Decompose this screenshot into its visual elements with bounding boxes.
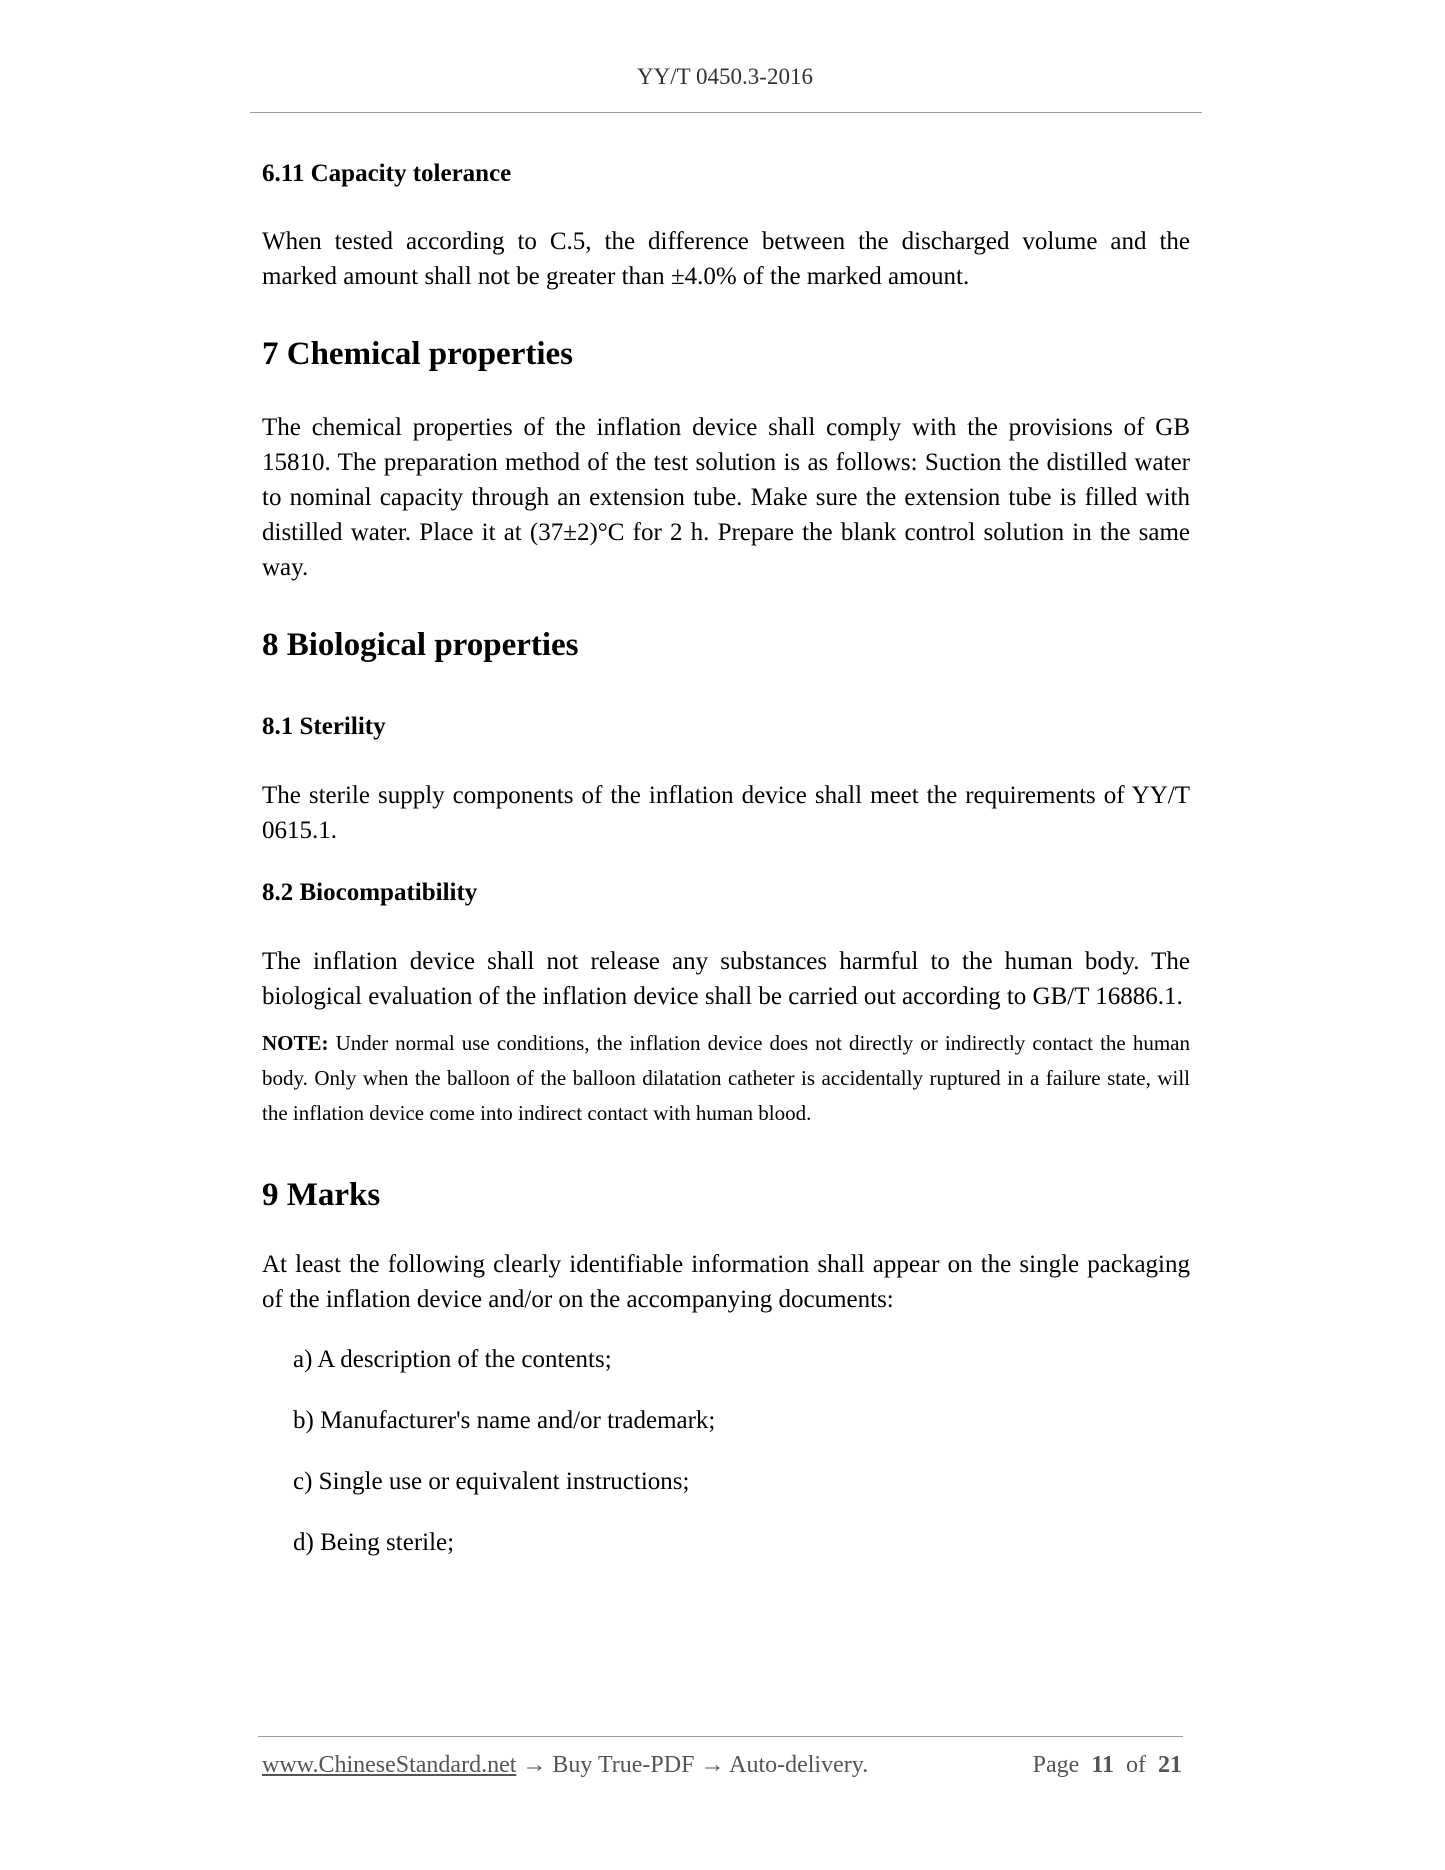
heading-8-1: 8.1 Sterility <box>262 713 386 740</box>
promo-text: → Buy True-PDF → Auto-delivery. <box>516 1752 869 1778</box>
header-divider <box>250 112 1202 113</box>
footer-promo <box>262 1752 868 1779</box>
heading-8-2: 8.2 Biocompatibility <box>262 879 478 906</box>
footer-divider <box>258 1736 1183 1737</box>
list-item: c) Single use or equivalent instructions; <box>293 1468 690 1495</box>
heading-9: 9 Marks <box>262 1177 381 1213</box>
current-page: 11 <box>1091 1752 1114 1778</box>
note-8-2 <box>262 1026 1190 1131</box>
paragraph-7: The chemical properties of the inflation device shall comply with the provisions of GB 15810. The preparation method of the test solution is as follows: Suction the distilled water to nominal capacity through an extension tube. Make sure the extension tube is filled with distilled water. Place it at (37±2)°C for 2 h. Prepare the blank control solution in the same way. <box>262 414 1190 581</box>
paragraph-8-1: The sterile supply components of the inflation device shall meet the requirements of YY/T 0615.1. <box>262 782 1190 844</box>
list-item: d) Being sterile; <box>293 1529 455 1556</box>
list-item: a) A description of the contents; <box>293 1346 612 1373</box>
page-label: Page <box>1032 1752 1080 1778</box>
of-label: of <box>1126 1752 1146 1778</box>
paragraph-6-11: When tested according to C.5, the difference between the discharged volume and the marked amount shall not be greater than ±4.0% of the marked amount. <box>262 228 1190 290</box>
note-label: NOTE: <box>262 1031 329 1055</box>
paragraph-8-2: The inflation device shall not release any substances harmful to the human body. The biological evaluation of the inflation device shall be carried out according to GB/T 16886.1. <box>262 948 1190 1010</box>
heading-6-11: 6.11 Capacity tolerance <box>262 160 512 187</box>
note-text: Under normal use conditions, the inflation device does not directly or indirectly contact the human body. Only when the balloon of the balloon dilatation catheter is accidentally ruptured in a failure state, will the inflation device come into indirect contact with human blood. <box>262 1031 1190 1125</box>
paragraph-9: At least the following clearly identifiable information shall appear on the single packaging of the inflation device and/or on the accompanying documents: <box>262 1251 1190 1313</box>
total-pages: 21 <box>1158 1752 1182 1778</box>
document-code-header: YY/T 0450.3-2016 <box>637 64 813 89</box>
heading-7: 7 Chemical properties <box>262 336 574 372</box>
list-item: b) Manufacturer's name and/or trademark; <box>293 1407 716 1434</box>
heading-8: 8 Biological properties <box>262 627 579 663</box>
website-link[interactable]: www.ChineseStandard.net <box>262 1752 517 1778</box>
page-number <box>1033 1752 1182 1779</box>
page-content <box>262 156 1190 1560</box>
